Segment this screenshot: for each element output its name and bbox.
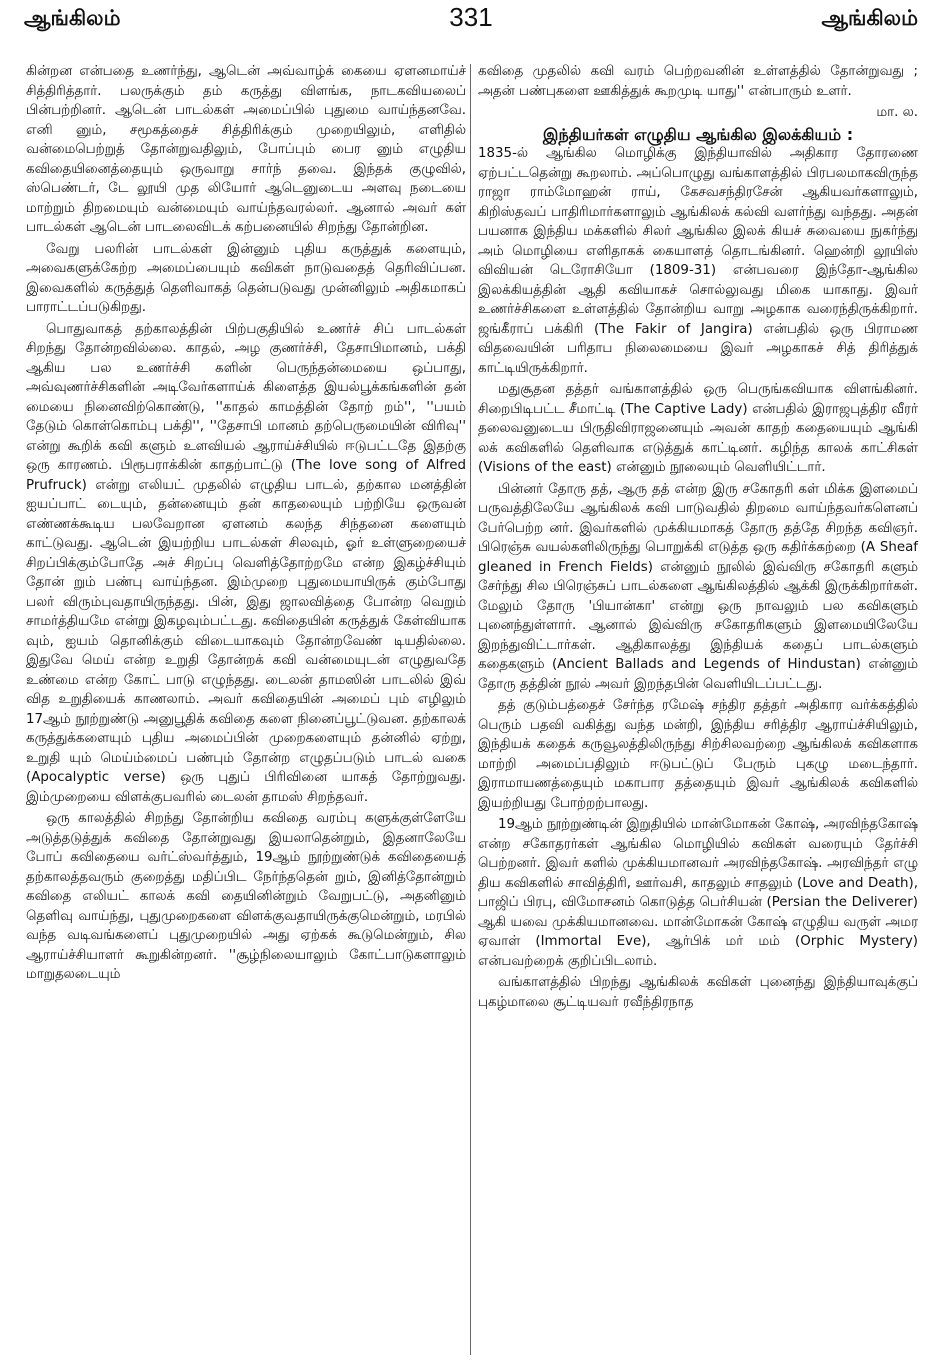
author-initials: மா. ல. bbox=[876, 105, 918, 120]
running-head-left: ஆங்கிலம் bbox=[24, 6, 121, 30]
paragraph: தத் குடும்பத்தைச் சேர்ந்த ரமேஷ் சந்திர தத்தர் அதிகார வர்க்கத்தில் பெரும் பதவி வகித்து வந்த மன்றி, இந்திய சரித்திர ஆராய்ச்சியிலும், இந்தியக் கதைக் கருவூலத்திலிருந்து சிற்சிலவற்றை ஆங்கிலக் கவிகளாக மாற்றி அமைப்பதிலும் ஈடுபட்டுப் பேரும் புகழு மடைந்தார். இராமாயணத்தையும் மகாபார தத்தையும் இவர் ஆங்கிலக் கவிகளில் இயற்றியது போற்றற்பாலது. bbox=[478, 698, 918, 811]
left-column bbox=[26, 62, 466, 987]
column-divider bbox=[470, 64, 471, 1355]
paragraph: வங்காளத்தில் பிறந்து ஆங்கிலக் கவிகள் புனைந்து இந்தியாவுக்குப் புகழ்மாலை சூட்டியவர் ரவீந்திரநாத bbox=[478, 975, 918, 1010]
paragraph: பொதுவாகத் தற்காலத்தின் பிற்பகுதியில் உணர்ச் சிப் பாடல்கள் சிறந்து தோன்றவில்லை. காதல், அழ குணர்ச்சி, தேசாபிமானம், பக்தி ஆகிய பல உணர்ச்சி களின் பெருந்தன்மையை ஒப்பாது, அவ்வுணர்ச்சிகளின் அடிவேர்களாய்க் கிளைத்த இயல்பூக்கங்களின் தன் மையை நினைவிற்கொண்டு, ''காதல் காமத்தின் தோற் றம்'', ''பயம் தேடும் கொள்கொம்பு பக்தி'', ''தேசாபி மானம் தற்பெருமையின் விரிவு'' என்று கூறிக் கவி களும் உளவியல் ஆராய்ச்சியில் ஈடுபட்டதே இதற்கு ஒரு காரணம். பிரூபராக்கின் காதற்பாட்டு (The love song of Alfred Prufruck) என்று எலியட் முதலில் எழுதிய பாடல், தற்கால மனத்தின் ஐயப்பாட் டையும், தன்னையும் தன் காதலையும் பற்றியே ஒருவன் எண்ணக்கூடிய பலவேறான ஏளனம் கலந்த சிந்தனை களையும் காட்டுவது. ஆடென் இயற்றிய பாடல்கள் சிலவும், ஓர் உள்ளுறையைச் சிறப்பிக்கும்போதே அச் சிறப்பு வெளித்தோற்றமே என்ற இகழ்ச்சியும் தோன் றும் பண்பு வாய்ந்தன. இம்முறை புதுமையாயிருக் கும்போது பலர் விரும்புவதாயிருந்தது. பின், இது ஜாலவித்தை போன்ற வெறும் சாமர்த்தியமே என்று இகழவும்பட்டது. கவிதையின் கருத்துக் கேள்வியாக வும், ஐயம் தொனிக்கும் விடையாகவும் தோன்றவேண் டியதில்லை. இதுவே மெய் என்ற உறுதி தோன்றக் கவி வன்மையுடன் எழுதுவதே உண்மை என்ற கோட் பாடு எழுந்தது. டைலன் தாமஸின் பாடலில் இவ் வித உறுதியைக் காணலாம். அவர் கவிதையின் அமைப் பும் எழிலும் 17ஆம் நூற்றுண்டு அனுபூதிக் கவிதை களை நினைப்பூட்டுவன. தற்காலக் கருத்துக்களையும் புதிய அமைப்பின் முறைகளையும் தன்னில் ஏற்று, உறுதி யும் மெய்ம்மைப் பண்பும் தோன்ற எழுதப்படும் பாடல் வகை (Apocalyptic verse) ஒரு புதுப் பிரிவினை யாகத் தோற்றுவது. இம்முறையை விளக்குபவரில் டைலன் தாமஸ் சிறந்தவர். bbox=[26, 321, 466, 805]
right-column bbox=[478, 62, 918, 1014]
paragraph: 1835-ல் ஆங்கில மொழிக்கு இந்தியாவில் அதிகார தோரணை ஏற்பட்டதென்று கூறலாம். அப்பொழுது வங்காளத்தில் பிரபலமாகவிருந்த ராஜா ராம்மோஹன் ராய், கேசவசந்திரசேன் ஆகியவர்களாலும், கிறிஸ்தவப் பாதிரிமார்களாலும் ஆங்கிலக் கல்வி வளர்ந்து வந்தது. அதன் பயனாக இந்திய மக்களில் சிலர் ஆங்கில இலக் கியச் சுவையை நுகர்ந்து அம் மொழியை எளிதாகக் கையாளத் தொடங்கினர். ஹென்றி லூயிஸ் விவியன் டெரோசியோ (1809-31) என்பவரை இந்தோ-ஆங்கில இலக்கியத்தின் ஆதி கவியாகச் சொல்லுவது மிகை யாகாது. இவர் உணர்ச்சிகளை உள்ளத்தில் தோன்றிய வாறு அழகாக வரைந்திருக்கிறார். ஜங்கீராப் பக்கிரி (The Fakir of Jangira) என்பதில் ஒரு பிராமண விதவையின் பரிதாப நிலைமையை இவர் அழகாகச் சித் திரித்துக் காட்டியிருக்கிறார். bbox=[478, 146, 918, 376]
page-number: 331 bbox=[449, 2, 493, 32]
running-head-right: ஆங்கிலம் bbox=[821, 6, 918, 30]
paragraph: வேறு பலரின் பாடல்கள் இன்னும் புதிய கருத்துக் களையும், அவைகளுக்கேற்ற அமைப்பையும் கவிகள் நாடுவதைத் தெரிவிப்பன. இவைகளில் கருத்துத் தெளிவாகத் தென்படுவது முன்னிலும் அதிகமாகப் பாராட்டப்படுகிறது. bbox=[26, 241, 466, 315]
paragraph: கின்றன என்பதை உணர்ந்து, ஆடென் அவ்வாழ்க் கையை ஏளனமாய்ச் சித்திரித்தார். பலருக்கும் தம் கருத்து விளங்க, நாடகவியலைப் பின்பற்றினர். ஆடென் பாடல்கள் அமைப்பில் புதுமை வாய்ந்தனவே. எனி னும், சமூகத்தைச் சித்திரிக்கும் முறையிலும், எளிதில் வன்மைபெற்றுத் தோன்றுவதிலும், போப்பும் பைர னும் எழுதிய கவிதையினைத்தையும் ஒருவாறு சார்ந் தவை. இந்தக் குழுவில், ஸ்பெண்டர், டே லூயி முத லியோர் ஆடெனுடைய அளவு நடையை மாற்றும் திறமையும் வன்மையும் வாய்ந்தவரல்லர். ஆனால் அவர் கள் பாடல்கள் ஆடென் பாடலைவிடக் கற்பனையில் சிறந்து தோன்றின. bbox=[26, 64, 466, 235]
section-heading: இந்தியர்கள் எழுதிய ஆங்கில இலக்கியம் : bbox=[542, 124, 854, 144]
page-header bbox=[24, 2, 918, 46]
paragraph: கவிதை முதலில் கவி வரம் பெற்றவனின் உள்ளத்தில் தோன்றுவது ; அதன் பண்புகளை ஊகித்துக் கூறமுடி யாது'' என்பாரும் உளர். bbox=[478, 64, 918, 99]
paragraph: பின்னர் தோரு தத், ஆரு தத் என்ற இரு சகோதரி கள் மிக்க இளமைப் பருவத்திலேயே ஆங்கிலக் கவி பாடுவதில் திறமை வாய்ந்தவர்களெனப் பேர்பெற்ற னர். இவர்களில் முக்கியமாகத் தோரு தத்தே சிறந்த கவிஞர். பிரெஞ்சு வயல்களிலிருந்து பொறுக்கி எடுத்த ஒரு கதிர்க்கற்றை (A Sheaf gleaned in French Fields) என்னும் நூலில் இவ்விரு சகோதரி களும் சேர்ந்து சில பிரெஞ்சுப் பாடல்களை ஆங்கிலத்தில் ஆக்கி இருக்கிறார்கள். மேலும் தோரு 'பியான்கா' என்று ஒரு நாவலும் பல கவிகளும் புனைந்துள்ளார். ஆனால் இவ்விரு சகோதரிகளும் இளமையிலேயே இறந்துவிட்டார்கள். ஆதிகாலத்து இந்தியக் கதைப் பாடல்களும் கதைகளும் (Ancient Ballads and Legends of Hindustan) என்னும் தோரு தத்தின் நூல் அவர் இறந்தபின் வெளியிடப்பட்டது. bbox=[478, 481, 918, 692]
paragraph: ஒரு காலத்தில் சிறந்து தோன்றிய கவிதை வரம்பு களுக்குள்ளேயே அடுத்தடுத்துக் கவிதை தோன்றுவது இயலாதென்றும், இதனாலேயே போப் கவிதையை வர்ட்ஸ்வர்த்தும், 19ஆம் நூற்றுண்டுக் கவிதையைத் தற்காலத்தவரும் குறைத்து மதிப்பிட நேர்ந்ததென் றும், இனித்தோன்றும் கவிதை எலியட் காலக் கவி தையினின்றும் வேறுபட்டு, அதனினும் தெளிவு வாய்ந்து, புதுமுறைகளை விளக்குவதாயிருக்குமென்றும், மரபில் வந்த வடிவங்களைப் புதுமுறையில் அது ஏற்கக் கூடுமென்றும், சில ஆராய்ச்சியாளர் கூறுகின்றனர். ''சூழ்நிலையாலும் கோட்பாடுகளாலும் மாறுதலடையும் bbox=[26, 811, 466, 982]
paragraph: 19ஆம் நூற்றுண்டின் இறுதியில் மான்மோகன் கோஷ், அரவிந்தகோஷ் என்ற சகோதரர்கள் ஆங்கில மொழியில் கவிகள் வரையும் தேர்ச்சி பெற்றனர். இவர் களில் முக்கியமானவர் அரவிந்தகோஷ். அரவிந்தர் எழு திய கவிகளில் சாவித்திரி, ஊர்வசி, காதலும் சாதலும் (Love and Death), பாஜிப் பிரபு, விமோசனம் கொடுத்த பெர்சியன் (Persian the Deliverer) ஆகி யவை முக்கியமானவை. மான்மோகன் கோஷ் எழுதிய வருள் அமர ஏவாள் (Immortal Eve), ஆர்பிக் மர் மம் (Orphic Mystery) என்பவற்றைக் குறிப்பிடலாம். bbox=[478, 817, 918, 969]
paragraph: மதுசூதன தத்தர் வங்காளத்தில் ஒரு பெருங்கவியாக விளங்கினர். சிறைபிடிபட்ட சீமாட்டி (The Captive Lady) என்பதில் இராஜபுத்திர வீரர் தலைவனுடைய பிருதிவிராஜனையும் அவன் காதற் கதையையும் ஆங்கி லக் கவிகளில் தெளிவாக எடுத்துக் காட்டினர். கழிந்த காலக் காட்சிகள் (Visions of the east) என்னும் நூலையும் வெளியிட்டார். bbox=[478, 382, 918, 475]
